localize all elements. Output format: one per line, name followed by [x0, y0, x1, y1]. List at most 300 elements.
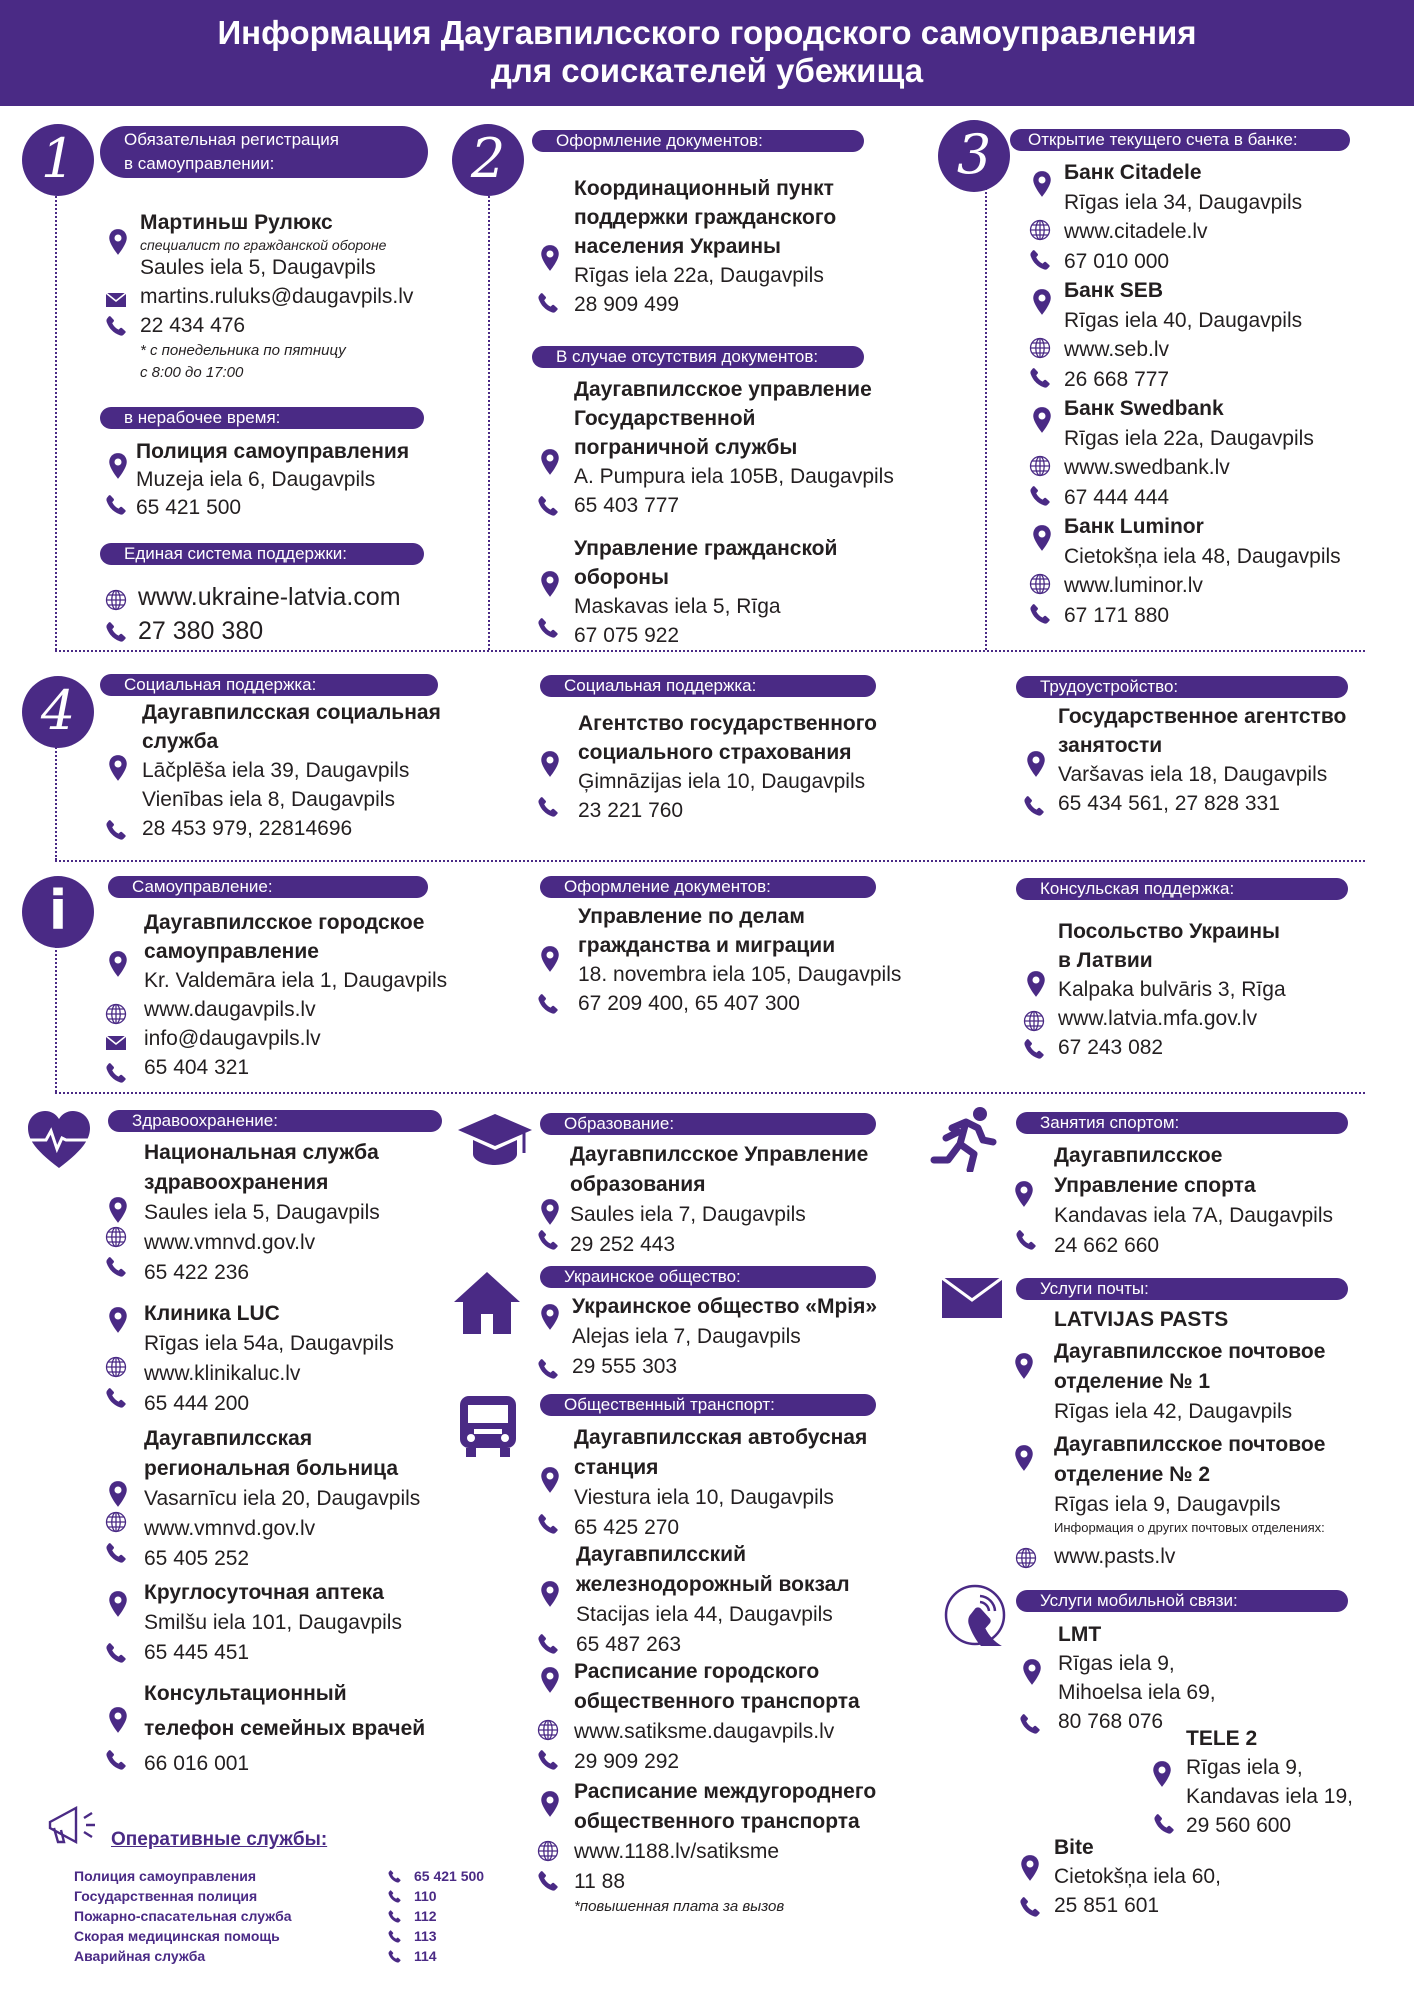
website-link[interactable]: www.ukraine-latvia.com	[138, 583, 401, 611]
section-tag: Общественный транспорт:	[540, 1394, 876, 1416]
phone-icon	[104, 1748, 128, 1772]
globe-icon	[1022, 1009, 1046, 1033]
contact-phone: 11 88	[574, 1870, 625, 1893]
divider	[488, 180, 490, 650]
section-tag: Услуги почты:	[1016, 1278, 1348, 1300]
org-name: региональная больница	[144, 1457, 399, 1480]
tag-line: в самоуправлении:	[124, 154, 275, 173]
step-badge-1: 1	[22, 124, 94, 196]
phone-icon	[1028, 366, 1052, 390]
contact-address: Rīgas iela 34, Daugavpils	[1064, 190, 1303, 214]
bank-entry	[1064, 276, 1302, 394]
phone-icon	[104, 1386, 128, 1410]
contact-phone: 65 434 561, 27 828 331	[1058, 792, 1280, 815]
section-tag: В случае отсутствия документов:	[532, 346, 864, 368]
org-name: поддержки гражданского	[574, 206, 837, 229]
contact-phone: 67 209 400, 65 407 300	[578, 992, 800, 1015]
org-name: телефон семейных врачей	[144, 1717, 426, 1740]
phone-icon	[536, 1748, 560, 1772]
map-pin-icon	[1010, 1444, 1038, 1472]
operator-name: TELE 2	[1186, 1727, 1258, 1750]
contact-block	[144, 1578, 402, 1668]
org-name: Расписание междугороднего	[574, 1780, 877, 1803]
section-tag: Самоуправление:	[108, 876, 428, 898]
section-tag: Здравоохранение:	[108, 1110, 442, 1132]
operator-name: Bite	[1054, 1836, 1094, 1859]
org-name: станция	[574, 1456, 659, 1479]
contact-address: Lāčplēša iela 39, Daugavpils	[142, 759, 410, 782]
phone-icon	[1028, 248, 1052, 272]
map-pin-icon	[536, 570, 564, 598]
contact-block	[574, 375, 894, 520]
phone-icon	[1018, 1712, 1042, 1736]
bank-entry	[1064, 158, 1302, 276]
contact-address: Stacijas iela 44, Daugavpils	[576, 1603, 833, 1626]
emergency-service-name: Полиция самоуправления	[74, 1868, 257, 1884]
org-name: Даугавпилсская социальная	[142, 701, 441, 724]
contact-phone: 80 768 076	[1058, 1710, 1164, 1733]
contact-address: Kandavas iela 7A, Daugavpils	[1054, 1204, 1334, 1227]
phone-icon	[1022, 1037, 1046, 1061]
contact-phone: 67 171 880	[1064, 603, 1170, 627]
map-pin-icon	[1028, 288, 1056, 316]
map-pin-icon	[104, 228, 132, 256]
org-name: самоуправление	[144, 940, 319, 963]
section-tag: Занятия спортом:	[1016, 1112, 1348, 1134]
contact-address: Rīgas iela 9,	[1058, 1652, 1175, 1675]
phone-call-icon	[944, 1584, 1006, 1646]
mail-icon	[104, 288, 128, 312]
bank-name: Банк SEB	[1064, 279, 1163, 302]
emergency-service-name: Государственная полиция	[74, 1888, 258, 1904]
org-name: пограничной службы	[574, 436, 798, 459]
contact-block	[1054, 1305, 1325, 1572]
org-name: Даугавпилсский	[576, 1543, 746, 1566]
contact-phone: 29 909 292	[574, 1750, 680, 1773]
phone-icon	[536, 291, 560, 315]
emergency-phone: 112	[414, 1908, 437, 1924]
contact-block	[144, 1424, 420, 1574]
contact-phone: 29 555 303	[572, 1355, 678, 1378]
contact-address: Rīgas iela 42, Daugavpils	[1054, 1400, 1293, 1423]
phone-icon	[104, 493, 128, 517]
contact-block	[140, 208, 413, 384]
map-pin-icon	[104, 1480, 132, 1508]
contact-address: Saules iela 5, Daugavpils	[144, 1201, 380, 1224]
map-pin-icon	[536, 1666, 564, 1694]
contact-block	[136, 438, 409, 522]
contact-email[interactable]: martins.ruluks@daugavpils.lv	[140, 285, 414, 308]
section-tag: Образование:	[540, 1113, 876, 1135]
contact-phone: 29 252 443	[570, 1233, 676, 1256]
org-name: Национальная служба	[144, 1141, 379, 1164]
section-tag: Услуги мобильной связи:	[1016, 1590, 1348, 1612]
contact-phone: 28 453 979, 22814696	[142, 817, 353, 840]
section-tag: Трудоустройство:	[1016, 676, 1348, 698]
section-tag: Украинское общество:	[540, 1266, 876, 1288]
org-name: образования	[570, 1173, 706, 1196]
contact-block	[574, 534, 837, 650]
contact-email[interactable]: info@daugavpils.lv	[144, 1027, 321, 1050]
contact-block	[572, 1292, 877, 1382]
globe-icon	[1028, 218, 1052, 242]
hours-note: с 8:00 до 17:00	[140, 364, 244, 381]
phone-icon	[536, 1357, 560, 1381]
contact-phone: 29 560 600	[1186, 1814, 1292, 1837]
map-pin-icon	[1028, 524, 1056, 552]
contact-block	[1054, 1833, 1221, 1920]
map-pin-icon	[536, 448, 564, 476]
org-name: Управление спорта	[1054, 1174, 1256, 1197]
map-pin-icon	[1028, 406, 1056, 434]
contact-block	[578, 709, 877, 825]
contact-address: Rīgas iela 40, Daugavpils	[1064, 308, 1303, 332]
map-pin-icon	[1028, 170, 1056, 198]
phone-icon	[387, 1889, 402, 1904]
org-name: Даугавпилсское управление	[574, 378, 872, 401]
emergency-phone: 110	[414, 1888, 437, 1904]
operator-name: LMT	[1058, 1623, 1102, 1646]
map-pin-icon	[536, 1790, 564, 1818]
map-pin-icon	[536, 945, 564, 973]
phone-icon	[536, 992, 560, 1016]
phone-icon	[104, 620, 128, 644]
org-name: в Латвии	[1058, 949, 1153, 972]
contact-phone: 25 851 601	[1054, 1894, 1160, 1917]
website-link[interactable]: www.pasts.lv	[1054, 1545, 1176, 1568]
section-tag	[100, 126, 428, 178]
contact-phone: 65 444 200	[144, 1392, 250, 1415]
org-name: LATVIJAS PASTS	[1054, 1308, 1229, 1331]
contact-block	[142, 698, 441, 843]
hours-note: * с понедельника по пятницу	[140, 342, 346, 359]
map-pin-icon	[104, 1306, 132, 1334]
contact-address: 18. novembra iela 105, Daugavpils	[578, 963, 902, 986]
org-name: Расписание городского	[574, 1660, 820, 1683]
contact-address: Cietokšņa iela 60,	[1054, 1865, 1221, 1888]
map-pin-icon	[1022, 970, 1050, 998]
contact-phone: 67 243 082	[1058, 1036, 1164, 1059]
globe-icon	[104, 1510, 128, 1534]
contact-phone: 65 405 252	[144, 1547, 250, 1570]
phone-icon	[1018, 1895, 1042, 1919]
section-tag: Открытие текущего счета в банке:	[1010, 129, 1350, 151]
phone-icon	[387, 1869, 402, 1884]
org-name: Круглосуточная аптека	[144, 1581, 384, 1604]
map-pin-icon	[1022, 750, 1050, 778]
phone-icon	[387, 1929, 402, 1944]
contact-address: Rīgas iela 9, Daugavpils	[1054, 1493, 1281, 1516]
website-link[interactable]: www.luminor.lv	[1064, 574, 1203, 597]
emergency-service-name: Пожарно-спасательная служба	[74, 1908, 292, 1924]
contact-address: Alejas iela 7, Daugavpils	[572, 1325, 801, 1348]
contact-address: Vasarnīcu iela 20, Daugavpils	[144, 1487, 421, 1510]
org-name: здравоохранения	[144, 1171, 329, 1194]
globe-icon	[104, 1355, 128, 1379]
contact-address: Rīgas iela 22a, Daugavpils	[574, 264, 824, 287]
contact-address: Varšavas iela 18, Daugavpils	[1058, 763, 1328, 786]
divider	[55, 1092, 1365, 1094]
info-note: Информация о других почтовых отделениях:	[1054, 1520, 1325, 1535]
emergency-title: Оперативные службы:	[111, 1829, 328, 1850]
org-name: Даугавпилсское почтовое	[1054, 1340, 1326, 1363]
org-name: Координационный пункт	[574, 177, 834, 200]
map-pin-icon	[104, 452, 132, 480]
phone-icon	[104, 1061, 128, 1085]
contact-address: Muzeja iela 6, Daugavpils	[136, 468, 376, 491]
contact-address: Smilšu iela 101, Daugavpils	[144, 1611, 402, 1634]
heart-pulse-icon	[26, 1110, 92, 1170]
contact-phone: 65 404 321	[144, 1056, 250, 1079]
phone-icon	[536, 1228, 560, 1252]
phone-icon	[536, 795, 560, 819]
org-name: Посольство Украины	[1058, 920, 1280, 943]
contact-phone: 65 425 270	[574, 1516, 680, 1539]
phone-icon	[104, 314, 128, 338]
fee-note: *повышенная плата за вызов	[574, 1898, 785, 1915]
phone-icon	[536, 616, 560, 640]
bank-entry	[1064, 394, 1314, 512]
step-badge-3: 3	[938, 120, 1010, 192]
bank-name: Банк Citadele	[1064, 161, 1202, 184]
emergency-phone: 65 421 500	[414, 1868, 485, 1884]
phone-icon	[387, 1909, 402, 1924]
map-pin-icon	[104, 1590, 132, 1618]
map-pin-icon	[1010, 1352, 1038, 1380]
org-name: населения Украины	[574, 235, 781, 258]
map-pin-icon	[1018, 1658, 1046, 1686]
contact-phone: 26 668 777	[1064, 367, 1170, 391]
page-header	[0, 0, 1414, 106]
contact-address: A. Pumpura iela 105B, Daugavpils	[574, 465, 894, 488]
contact-block	[1058, 1620, 1216, 1736]
org-name: обороны	[574, 566, 669, 589]
org-name: общественного транспорта	[574, 1810, 860, 1833]
contact-address: Cietokšņa iela 48, Daugavpils	[1064, 544, 1341, 568]
org-name: Управление по делам	[578, 905, 805, 928]
phone-icon	[104, 1255, 128, 1279]
divider	[55, 860, 1365, 862]
contact-phone: 28 909 499	[574, 293, 680, 316]
contact-name: Полиция самоуправления	[136, 440, 410, 463]
phone-icon	[536, 494, 560, 518]
org-name: железнодорожный вокзал	[576, 1573, 850, 1596]
website-link[interactable]: www.klinikaluc.lv	[144, 1362, 301, 1385]
map-pin-icon	[104, 1196, 132, 1224]
org-name: Управление гражданской	[574, 537, 838, 560]
org-name: Даугавпилсское городское	[144, 911, 425, 934]
contact-block	[574, 1777, 876, 1917]
contact-block	[574, 174, 836, 319]
section-tag: Единая система поддержки:	[100, 543, 424, 565]
org-name: гражданства и миграции	[578, 934, 836, 957]
contact-address: Kr. Valdemāra iela 1, Daugavpils	[144, 969, 448, 992]
contact-phone: 65 421 500	[136, 496, 242, 519]
step-badge-2: 2	[452, 124, 524, 196]
emergency-phone: 114	[414, 1948, 437, 1964]
website-link[interactable]: www.satiksme.daugavpils.lv	[574, 1720, 835, 1743]
emergency-service-name: Аварийная служба	[74, 1948, 206, 1964]
org-name: Даугавпилсское Управление	[570, 1143, 869, 1166]
section-tag: Консульская поддержка:	[1016, 878, 1348, 900]
website-link[interactable]: www.seb.lv	[1064, 338, 1170, 361]
org-name: занятости	[1058, 734, 1163, 757]
phone-icon	[104, 1541, 128, 1565]
globe-icon	[104, 1225, 128, 1249]
contact-address: Kandavas iela 19,	[1186, 1785, 1353, 1808]
website-link[interactable]: www.swedbank.lv	[1064, 456, 1230, 479]
contact-address: Rīgas iela 9,	[1186, 1756, 1303, 1779]
contact-block	[1058, 702, 1346, 818]
map-pin-icon	[104, 950, 132, 978]
envelope-icon	[940, 1276, 1004, 1320]
website-link[interactable]: www.citadele.lv	[1064, 220, 1208, 243]
contact-block	[576, 1540, 850, 1660]
contact-address: Rīgas iela 22a, Daugavpils	[1064, 426, 1314, 450]
section-tag: Оформление документов:	[540, 876, 876, 898]
contact-block	[570, 1140, 868, 1260]
bank-name: Банк Luminor	[1064, 515, 1204, 538]
contact-block	[574, 1657, 860, 1777]
section-tag: Социальная поддержка:	[100, 674, 438, 696]
org-name: отделение № 1	[1054, 1370, 1211, 1393]
contact-block	[144, 908, 447, 1082]
phone-icon	[1014, 1228, 1038, 1252]
mail-icon	[104, 1031, 128, 1055]
contact-phone: 65 403 777	[574, 494, 680, 517]
contact-phone: 67 075 922	[574, 624, 680, 647]
globe-icon	[104, 1002, 128, 1026]
phone-icon	[536, 1869, 560, 1893]
map-pin-icon	[104, 754, 132, 782]
contact-phone: 66 016 001	[144, 1752, 250, 1775]
contact-phone: 22 434 476	[140, 314, 246, 337]
emergency-phone: 113	[414, 1928, 437, 1944]
contact-block	[138, 580, 401, 648]
phone-icon	[536, 1632, 560, 1656]
tag-line: Обязательная регистрация	[124, 130, 339, 149]
contact-block	[1186, 1724, 1353, 1840]
contact-phone: 27 380 380	[138, 617, 264, 645]
phone-icon	[1022, 794, 1046, 818]
contact-name: Мартиньш Рулюкс	[140, 211, 333, 234]
contact-block	[578, 902, 901, 1018]
website-link[interactable]: www.vmnvd.gov.lv	[144, 1517, 316, 1540]
info-badge: i	[22, 876, 94, 948]
contact-address: Vienības iela 8, Daugavpils	[142, 788, 395, 811]
contact-phone: 65 487 263	[576, 1633, 682, 1656]
emergency-service-name: Скорая медицинская помощь	[74, 1928, 280, 1944]
house-icon	[452, 1268, 522, 1338]
contact-phone: 67 010 000	[1064, 249, 1170, 273]
org-name: Агентство государственного	[578, 712, 878, 735]
contact-address: Mihoelsa iela 69,	[1058, 1681, 1216, 1704]
contact-address: Maskavas iela 5, Rīga	[574, 595, 781, 618]
phone-icon	[104, 1641, 128, 1665]
divider	[55, 180, 57, 650]
contact-address: Viestura iela 10, Daugavpils	[574, 1486, 834, 1509]
org-name: Даугавпилсское	[1054, 1144, 1223, 1167]
contact-block	[1054, 1141, 1333, 1261]
org-name: Консультационный	[144, 1682, 347, 1705]
contact-address: Saules iela 7, Daugavpils	[570, 1203, 806, 1226]
contact-address: Saules iela 5, Daugavpils	[140, 256, 376, 279]
org-name: служба	[142, 730, 219, 753]
phone-icon	[536, 1512, 560, 1536]
graduation-cap-icon	[456, 1110, 534, 1170]
map-pin-icon	[1016, 1854, 1044, 1882]
step-badge-4: 4	[22, 676, 94, 748]
org-name: Даугавпилсское почтовое	[1054, 1433, 1326, 1456]
contact-phone: 67 444 444	[1064, 485, 1170, 509]
contact-block	[144, 1138, 380, 1288]
phone-icon	[1028, 484, 1052, 508]
org-name: Даугавпилсская	[144, 1427, 313, 1450]
phone-icon	[1028, 602, 1052, 626]
megaphone-icon	[44, 1798, 100, 1854]
section-tag: в нерабочее время:	[100, 407, 424, 429]
map-pin-icon	[536, 1580, 564, 1608]
header-title-line2: для соискателей убежища	[490, 52, 924, 89]
section-tag: Оформление документов:	[532, 130, 864, 152]
globe-icon	[1028, 336, 1052, 360]
org-name: Даугавпилсская автобусная	[574, 1426, 868, 1449]
org-name: отделение № 2	[1054, 1463, 1211, 1486]
contact-block	[1058, 917, 1286, 1062]
org-name: общественного транспорта	[574, 1690, 860, 1713]
org-name: Государственное агентство	[1058, 705, 1347, 728]
globe-icon	[536, 1839, 560, 1863]
running-person-icon	[930, 1106, 1000, 1172]
org-name: Государственной	[574, 407, 756, 430]
org-name: Украинское общество «Мрія»	[572, 1295, 878, 1318]
divider	[55, 650, 1365, 652]
map-pin-icon	[536, 244, 564, 272]
bus-icon	[456, 1392, 520, 1460]
contact-address: Kalpaka bulvāris 3, Rīga	[1058, 978, 1286, 1001]
contact-phone: 65 422 236	[144, 1261, 250, 1284]
map-pin-icon	[1010, 1180, 1038, 1208]
website-link[interactable]: www.vmnvd.gov.lv	[144, 1231, 316, 1254]
map-pin-icon	[536, 1303, 564, 1331]
header-title-line1: Информация Даугавпилсского городского самоуправления	[217, 14, 1197, 51]
map-pin-icon	[536, 1198, 564, 1226]
contact-phone: 23 221 760	[578, 799, 684, 822]
org-name: Клиника LUC	[144, 1302, 280, 1325]
contact-address: Rīgas iela 54a, Daugavpils	[144, 1332, 394, 1355]
map-pin-icon	[1148, 1760, 1176, 1788]
contact-phone: 24 662 660	[1054, 1234, 1160, 1257]
globe-icon	[536, 1718, 560, 1742]
contact-address: Ģimnāzijas iela 10, Daugavpils	[578, 770, 866, 793]
phone-icon	[387, 1949, 402, 1964]
contact-block	[144, 1299, 394, 1419]
globe-icon	[1028, 454, 1052, 478]
globe-icon	[104, 588, 128, 612]
bank-name: Банк Swedbank	[1064, 397, 1224, 420]
section-tag: Социальная поддержка:	[540, 675, 876, 697]
map-pin-icon	[536, 750, 564, 778]
website-link[interactable]: www.1188.lv/satiksme	[574, 1840, 780, 1863]
globe-icon	[1014, 1546, 1038, 1570]
contact-block	[574, 1423, 867, 1543]
bank-entry	[1064, 512, 1341, 630]
divider	[985, 180, 987, 650]
contact-phone: 65 445 451	[144, 1641, 250, 1664]
phone-icon	[104, 818, 128, 842]
website-link[interactable]: www.latvia.mfa.gov.lv	[1058, 1007, 1258, 1030]
website-link[interactable]: www.daugavpils.lv	[144, 998, 316, 1021]
